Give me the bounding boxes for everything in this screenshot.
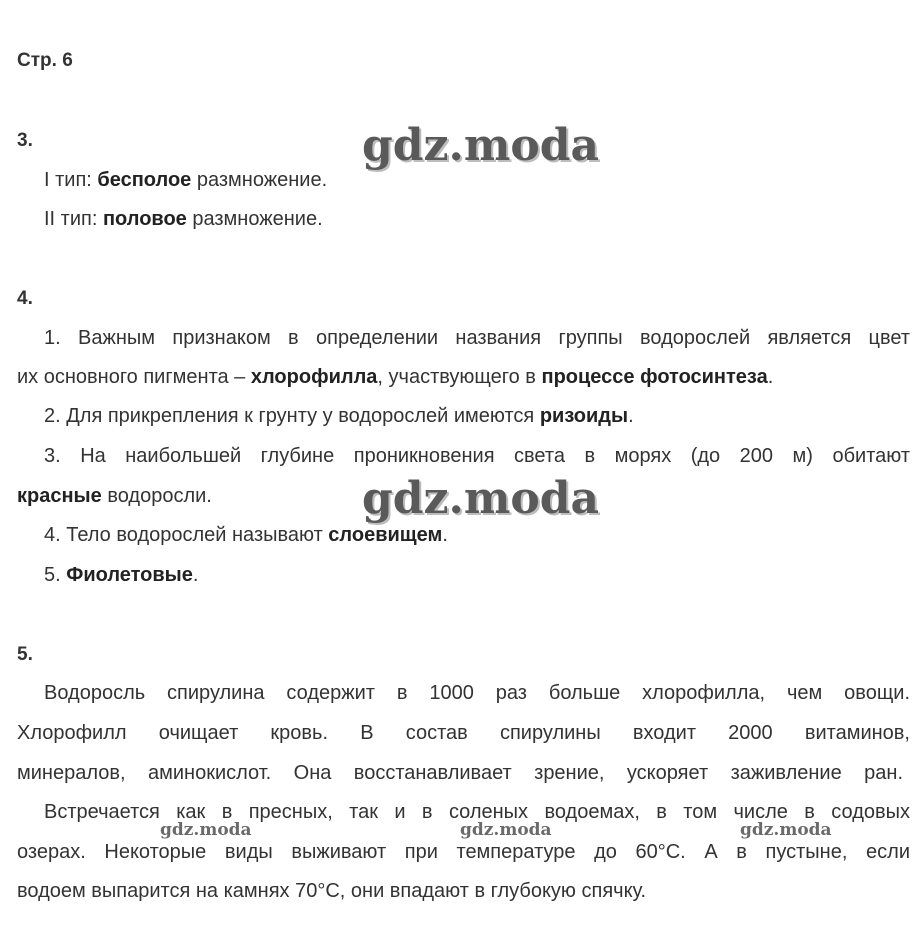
q3-type-1-prefix: I тип: [44,169,98,191]
q3-type-2-suffix: размножение. [186,208,323,230]
watermark-logo-small: gdz.moda [160,820,252,840]
q3-type-1 [44,168,327,192]
q4-answer-5 [44,563,198,587]
q4-a2-pre: 2. Для прикрепления к грунту у водорослей имеются [44,405,540,427]
q4-a3-end: водоросли. [101,485,212,507]
q5-p1-line-3: минералов, аминокислот. Она восстанавливает зрение, ускоряет заживление ран. [17,762,903,784]
q4-a1-end: . [767,366,774,388]
page-header: Стр. 6 [17,50,73,71]
q4-a5-end: . [192,564,199,586]
q4-a5-pre: 5. [44,564,67,586]
q4-a5-term: Фиолетовые [66,564,193,586]
q4-answer-1-line-1: 1. Важным признаком в определении названия группы водорослей является цвет [44,327,910,349]
q4-answer-2 [44,404,634,428]
q3-type-1-term: бесполое [97,169,192,191]
q5-p2-line-2: озерах. Некоторые виды выживают при температуре до 60°C. А в пустыне, если [17,841,910,863]
q4-a2-term: ризоиды [539,405,629,427]
q4-answer-4 [44,523,448,547]
q5-p1-line-2: Хлорофилл очищает кровь. В состав спирулины входит 2000 витаминов, [17,722,910,744]
q4-answer-3-line-2 [17,484,212,508]
q4-answer-1-line-2 [17,365,773,389]
q4-a4-term: слоевищем [328,524,443,546]
question-3-number: 3. [17,130,33,151]
q4-a1-term-1: хлорофилла [250,366,378,388]
q3-type-2-term: половое [102,208,187,230]
q4-a1-term-2: процессе фотосинтеза [541,366,768,388]
watermark-logo-small: gdz.moda [740,820,832,840]
q5-p2-line-1: Встречается как в пресных, так и в соленых водоемах, в том числе в содовых [44,801,910,823]
q3-type-2-prefix: II тип: [44,208,103,230]
q3-type-1-suffix: размножение. [191,169,328,191]
watermark-logo: gdz.moda [362,120,600,171]
watermark-logo-small: gdz.moda [460,820,552,840]
question-5-number: 5. [17,644,33,665]
q4-a4-pre: 4. Тело водорослей называют [44,524,329,546]
question-4-number: 4. [17,288,33,309]
q5-p1-line-1: Водоросль спирулина содержит в 1000 раз больше хлорофилла, чем овощи. [44,682,910,704]
header-redaction [95,50,375,72]
q4-a1-pre: их основного пигмента – [17,366,251,388]
q4-a1-mid: , участвующего в [377,366,542,388]
q3-type-2 [44,207,323,231]
q5-p2-line-3: водоем выпарится на камнях 70°C, они впадают в глубокую спячку. [17,880,647,902]
q4-a3-term: красные [17,485,102,507]
q4-a2-end: . [628,405,634,427]
q4-answer-3-line-1: 3. На наибольшей глубине проникновения света в морях (до 200 м) обитают [44,445,910,467]
watermark-logo: gdz.moda [362,473,600,524]
q4-a4-end: . [442,524,448,546]
